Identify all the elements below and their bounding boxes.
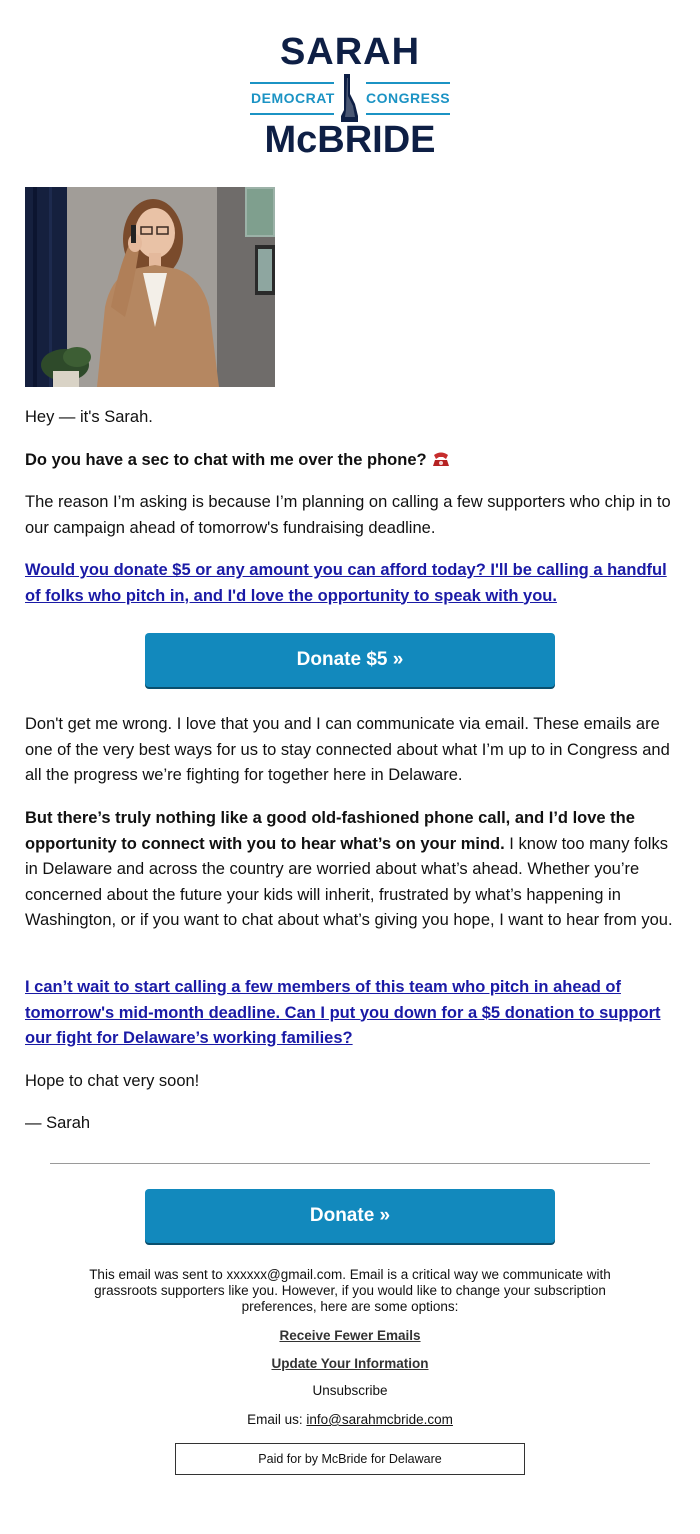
paid-for-disclaimer: Paid for by McBride for Delaware	[175, 1443, 525, 1475]
sarah-on-phone-photo	[25, 187, 275, 387]
donate-ask-link-2[interactable]: I can’t wait to start calling a few members of this team who pitch in ahead of tomorrow's mid-month deadline. Can I put you down for a $5 donation to support our fight for Delaware’s working families?	[25, 978, 661, 1047]
email-paragraph: Don't get me wrong. I love that you and I can communicate via email. These emails are one of the very best ways for us to stay connected about what I’m up to in Congress and all the progress we’re fighting for together here in Delaware.	[25, 715, 670, 784]
donate-ask-link-1[interactable]: Would you donate $5 or any amount you can afford today? I'll be calling a handful of folks who pitch in, and I'd love the opportunity to speak with you.	[25, 561, 667, 605]
contact-email-link[interactable]: info@sarahmcbride.com	[306, 1412, 453, 1427]
donate-button[interactable]: Donate »	[145, 1189, 555, 1243]
phone-question	[25, 448, 677, 474]
donate-5-button[interactable]: Donate $5 »	[145, 633, 555, 687]
divider-line	[50, 1163, 650, 1164]
unsubscribe-link[interactable]: Unsubscribe	[312, 1383, 388, 1398]
logo-rule-left	[250, 82, 334, 84]
logo-rule-left-bottom	[250, 113, 334, 115]
delaware-state-icon	[337, 72, 361, 124]
telephone-receiver-icon	[431, 450, 451, 468]
footer-fewer-emails-row	[60, 1328, 640, 1344]
logo-congress: CONGRESS	[366, 90, 451, 106]
logo-rule-right-bottom	[366, 113, 450, 115]
greeting-text: Hey — it's Sarah.	[25, 408, 153, 426]
reason-paragraph: The reason I’m asking is because I’m planning on calling a few supporters who chip in to our campaign ahead of tomorrow's fundraising deadline.	[25, 493, 671, 537]
logo-democrat: DEMOCRAT	[251, 90, 335, 106]
email-us-label: Email us:	[247, 1412, 303, 1427]
update-your-information-link[interactable]: Update Your Information	[271, 1356, 429, 1371]
phone-call-bold-text: But there’s truly nothing like a good old-fashioned phone call, and I’d love the opportunity to connect with you to hear what’s on your mind.	[25, 809, 635, 853]
phone-question-text: Do you have a sec to chat with me over the phone?	[25, 451, 427, 469]
receive-fewer-emails-link[interactable]: Receive Fewer Emails	[279, 1328, 421, 1343]
footer-email-us-row	[60, 1412, 640, 1428]
footer-update-info-row	[60, 1356, 640, 1372]
signoff-text: — Sarah	[25, 1114, 91, 1132]
footer-notice: This email was sent to xxxxxx@gmail.com. Email is a critical way we communicate with grassroots supporters like you. However, if you would like to change your subscription preferences, here are some options:	[89, 1267, 611, 1314]
campaign-logo	[250, 30, 450, 162]
logo-first-name: SARAH	[279, 31, 421, 73]
footer-unsubscribe-row	[60, 1383, 640, 1399]
phone-call-paragraph	[25, 806, 677, 934]
logo-rule-right	[366, 82, 450, 84]
phone-call-rest-text: I know too many folks in Delaware and across the country are worried about what’s ahead. Whether you’re concerned about the future your kids will inherit, frustrated by what’s happening in Washington, or if you want to chat about what’s giving you hope, I want to hear from you.	[25, 834, 673, 929]
closing-text: Hope to chat very soon!	[25, 1072, 200, 1090]
logo-last-name: McBRIDE	[264, 119, 436, 161]
